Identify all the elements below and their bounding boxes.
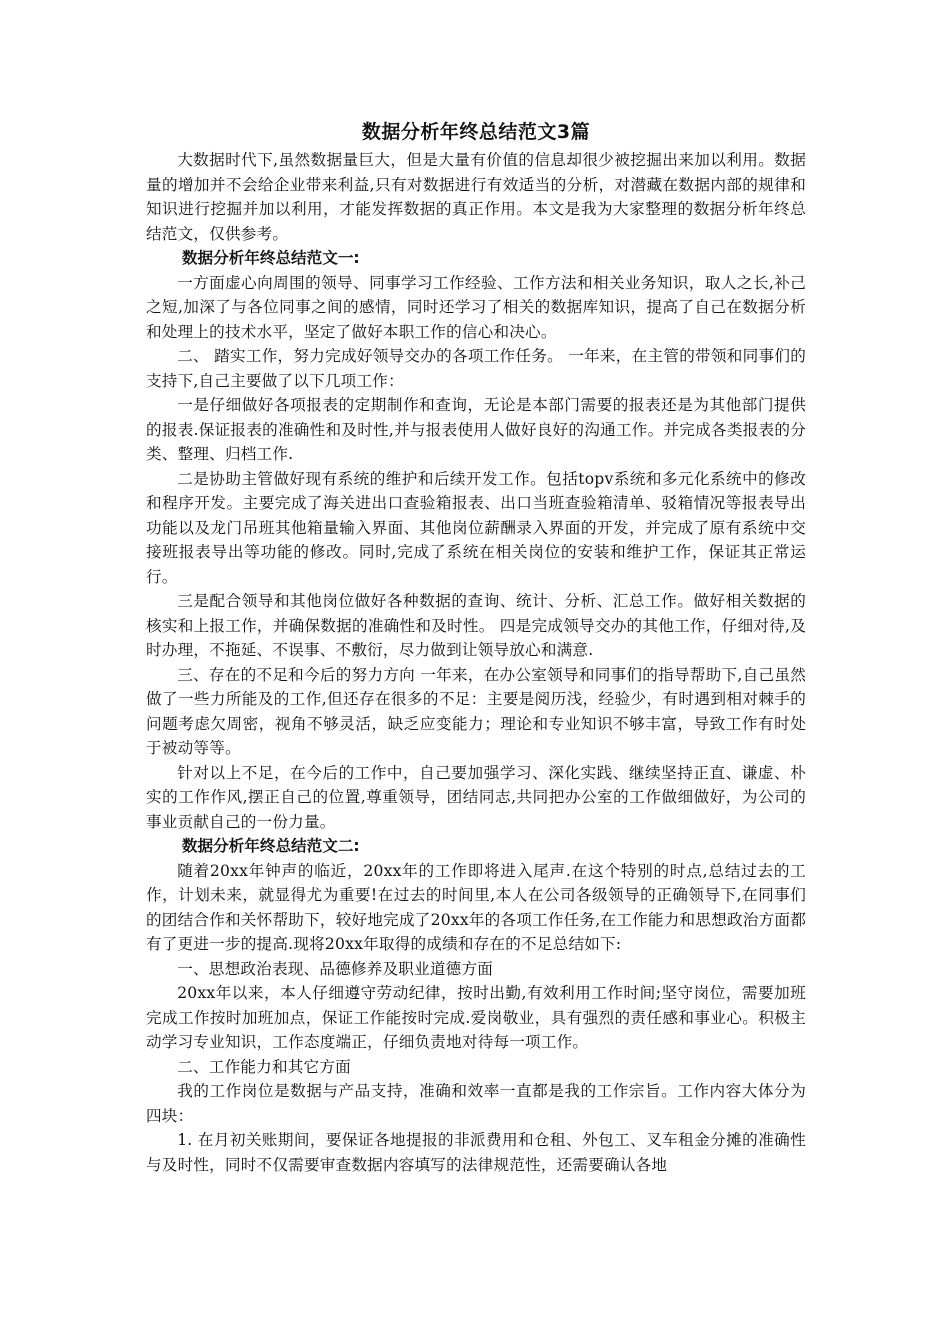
section-2-paragraph: 1. 在月初关账期间，要保证各地提报的非派费用和仓租、外包工、叉车租金分摊的准确性与及时性，同时不仅需要审查数据内容填写的法律规范性，还需要确认各地 xyxy=(146,1131,806,1174)
section-1-paragraph: 三是配合领导和其他岗位做好各种数据的查询、统计、分析、汇总工作。做好相关数据的核实和上报工作，并确保数据的准确性和及时性。 四是完成领导交办的其他工作，仔细对待,及时办理，不拖延、不误事、不敷衍，尽力做到让领导放心和满意. xyxy=(146,592,806,659)
intro-paragraph: 大数据时代下,虽然数据量巨大，但是大量有价值的信息却很少被挖掘出来加以利用。数据量的增加并不会给企业带来利益,只有对数据进行有效适当的分析，对潜藏在数据内部的规律和知识进行挖掘并加以利用，才能发挥数据的真正作用。本文是我为大家整理的数据分析年终总结范文，仅供参考。 xyxy=(146,151,806,243)
section-1-paragraph: 二是协助主管做好现有系统的维护和后续开发工作。包括topv系统和多元化系统中的修改和程序开发。主要完成了海关进出口查验箱报表、出口当班查验箱清单、驳箱情况等报表导出功能以及龙门吊班其他箱量输入界面、其他岗位薪酬录入界面的开发，并完成了原有系统中交接班报表导出等功能的修改。同时,完成了系统在相关岗位的安装和维护工作，保证其正常运行。 xyxy=(146,469,806,586)
section-1-heading: 数据分析年终总结范文一: xyxy=(181,249,360,267)
section-2-subheading: 二、工作能力和其它方面 xyxy=(177,1057,351,1076)
section-2-paragraph: 我的工作岗位是数据与产品支持，准确和效率一直都是我的工作宗旨。工作内容大体分为四块： xyxy=(146,1082,806,1125)
section-2-paragraph: 随着20xx年钟声的临近，20xx年的工作即将进入尾声.在这个特别的时点,总结过去的工作，计划未来，就显得尤为重要!在过去的时间里,本人在公司各级领导的正确领导下,在同事们的团结合作和关怀帮助下，较好地完成了20xx年的各项工作任务,在工作能力和思想政治方面都有了更进一步的提高.现将20xx年取得的成绩和存在的不足总结如下: xyxy=(146,861,806,953)
section-1-paragraph: 一方面虚心向周围的领导、同事学习工作经验、工作方法和相关业务知识，取人之长,补己之短,加深了与各位同事之间的感情，同时还学习了相关的数据库知识，提高了自己在数据分析和处理上的技术水平，坚定了做好本职工作的信心和决心。 xyxy=(146,273,806,341)
document-page xyxy=(146,118,806,1177)
section-1-paragraph: 三、存在的不足和今后的努力方向 一年来，在办公室领导和同事们的指导帮助下,自己虽然做了一些力所能及的工作,但还存在很多的不足：主要是阅历浅，经验少，有时遇到相对棘手的问题考虑欠周密，视角不够灵活，缺乏应变能力；理论和专业知识不够丰富，导致工作有时处于被动等等。 xyxy=(146,665,806,757)
section-2-paragraph: 20xx年以来，本人仔细遵守劳动纪律，按时出勤,有效利用工作时间;坚守岗位，需要加班完成工作按时加班加点，保证工作能按时完成.爱岗敬业，具有强烈的责任感和事业心。积极主动学习专业知识，工作态度端正，仔细负责地对待每一项工作。 xyxy=(146,984,806,1051)
section-1-paragraph: 一是仔细做好各项报表的定期制作和查询，无论是本部门需要的报表还是为其他部门提供的报表.保证报表的准确性和及时性,并与报表使用人做好良好的沟通工作。并完成各类报表的分类、整理、归档工作. xyxy=(146,396,806,463)
section-1-paragraph: 二、 踏实工作，努力完成好领导交办的各项工作任务。 一年来，在主管的带领和同事们的支持下,自己主要做了以下几项工作： xyxy=(146,347,806,390)
section-2-subheading: 一、思想政治表现、品德修养及职业道德方面 xyxy=(177,959,494,978)
document-title: 数据分析年终总结范文3篇 xyxy=(361,121,591,143)
section-1-paragraph: 针对以上不足，在今后的工作中，自己要加强学习、深化实践、继续坚持正直、谦虚、朴实的工作作风,摆正自己的位置,尊重领导，团结同志,共同把办公室的工作做细做好，为公司的事业贡献自己的一份力量。 xyxy=(146,763,806,831)
section-2-heading: 数据分析年终总结范文二: xyxy=(181,837,360,855)
